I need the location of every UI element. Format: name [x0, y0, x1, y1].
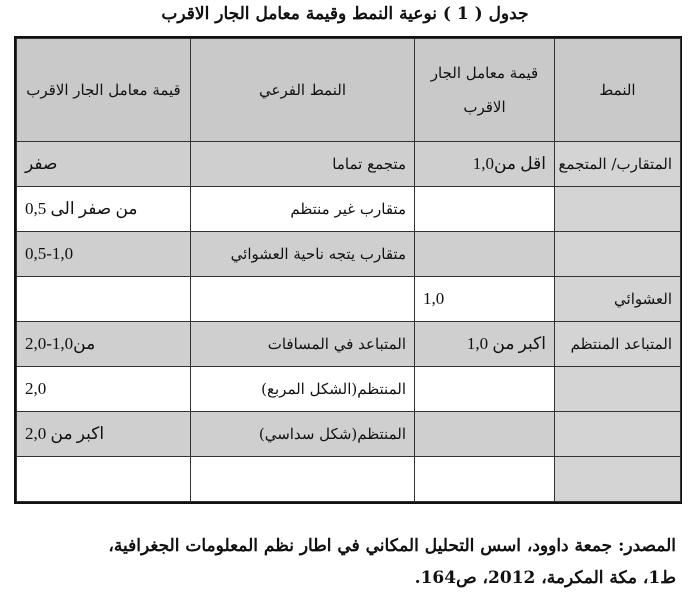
cell-pattern	[555, 367, 681, 412]
source-line-2: ط1، مكة المكرمة، 2012، ص164.	[414, 568, 676, 588]
cell-nn-value	[415, 457, 555, 502]
table-row	[17, 142, 681, 187]
cell-pattern: المتقارب/ المتجمع	[555, 142, 681, 187]
cell-nn-value	[415, 232, 555, 277]
cell-nn-value	[415, 187, 555, 232]
cell-sub-pattern: المتباعد في المسافات	[191, 322, 415, 367]
cell-sub-pattern	[191, 277, 415, 322]
cell-nn-value: اكبر من 1,0	[415, 322, 555, 367]
cell-sub-nn-value	[17, 457, 191, 502]
header-sub-pattern: النمط الفرعي	[191, 39, 415, 142]
cell-nn-value: اقل من1,0	[415, 142, 555, 187]
cell-pattern: العشوائي	[555, 277, 681, 322]
data-table	[14, 36, 682, 504]
header-nn-value: قيمة معامل الجار الاقرب	[415, 39, 555, 142]
cell-pattern	[555, 187, 681, 232]
cell-sub-nn-value: 2,0	[17, 367, 191, 412]
source-line-1: المصدر: جمعة داوود، اسس التحليل المكاني في اطار نظم المعلومات الجغرافية،	[108, 536, 676, 556]
cell-pattern: المتباعد المنتظم	[555, 322, 681, 367]
cell-sub-nn-value: اكبر من 2,0	[17, 412, 191, 457]
cell-pattern	[555, 457, 681, 502]
source-citation	[16, 530, 676, 594]
table-row	[17, 232, 681, 277]
header-pattern: النمط	[555, 39, 681, 142]
cell-pattern	[555, 232, 681, 277]
cell-sub-pattern	[191, 457, 415, 502]
table-row	[17, 277, 681, 322]
cell-sub-nn-value: من صفر الى 0,5	[17, 187, 191, 232]
cell-sub-nn-value: صفر	[17, 142, 191, 187]
table-row	[17, 367, 681, 412]
table-row	[17, 412, 681, 457]
cell-pattern	[555, 412, 681, 457]
cell-sub-nn-value: من1,0-2,0	[17, 322, 191, 367]
cell-sub-pattern: المنتظم(الشكل المربع)	[191, 367, 415, 412]
cell-nn-value	[415, 367, 555, 412]
cell-sub-nn-value	[17, 277, 191, 322]
cell-sub-pattern: متقارب يتجه ناحية العشوائي	[191, 232, 415, 277]
cell-sub-pattern: متجمع تماما	[191, 142, 415, 187]
cell-sub-pattern: المنتظم(شكل سداسي)	[191, 412, 415, 457]
cell-sub-nn-value: 0,5-1,0	[17, 232, 191, 277]
table-title: جدول ( 1 ) نوعية النمط وقيمة معامل الجار الاقرب	[161, 4, 529, 24]
table-row	[17, 187, 681, 232]
cell-sub-pattern: متقارب غير منتظم	[191, 187, 415, 232]
table-row	[17, 322, 681, 367]
table-row	[17, 457, 681, 502]
table-header-row	[17, 39, 681, 142]
header-sub-nn-value: قيمة معامل الجار الاقرب	[17, 39, 191, 142]
cell-nn-value	[415, 412, 555, 457]
cell-nn-value: 1,0	[415, 277, 555, 322]
